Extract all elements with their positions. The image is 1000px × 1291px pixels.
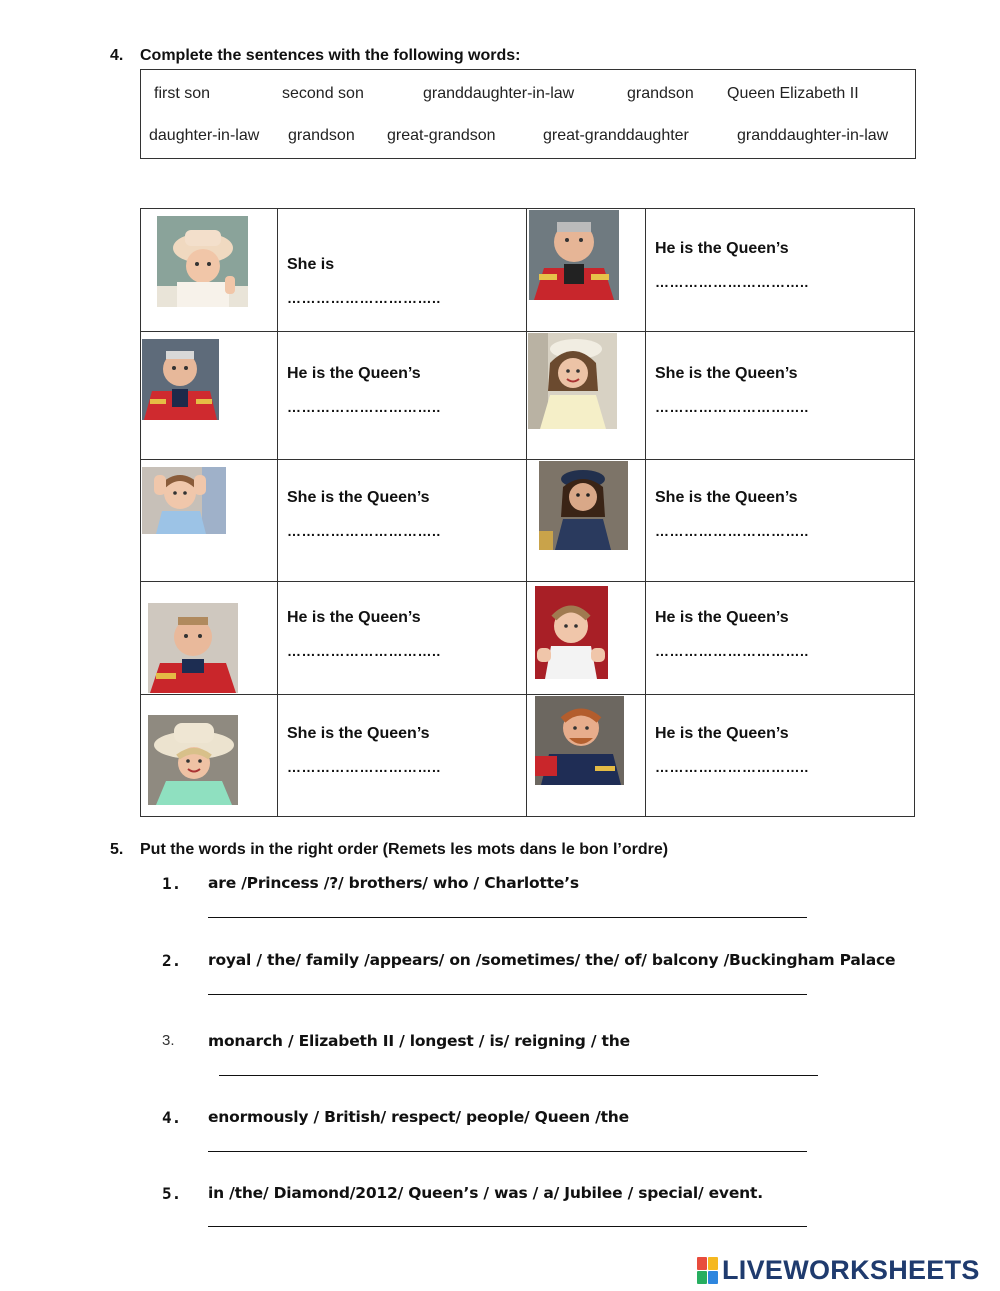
camilla-photo <box>148 715 238 805</box>
photo-cell <box>141 695 278 817</box>
photo-cell <box>141 332 278 460</box>
liveworksheets-logo <box>697 1255 980 1286</box>
order-item-number: 1. <box>162 874 182 893</box>
photo-cell <box>527 460 646 582</box>
answer-blank[interactable]: ………………………….. <box>287 290 441 306</box>
photo-cell <box>141 209 278 332</box>
order-item-words: are /Princess /?/ brothers/ who / Charlotte’s <box>208 874 579 892</box>
answer-blank[interactable]: ………………………….. <box>655 523 809 539</box>
table-row <box>141 209 915 332</box>
sentence-text: He is the Queen’s <box>655 609 789 626</box>
section-4-number: 4. <box>110 47 124 64</box>
answer-blank[interactable]: ………………………….. <box>287 643 441 659</box>
meghan-markle-photo <box>539 461 628 550</box>
answer-line[interactable] <box>208 917 807 918</box>
order-item-number: 5. <box>162 1184 182 1203</box>
sentence-cell <box>646 695 915 817</box>
princess-charlotte-photo <box>142 467 226 534</box>
section-5-number: 5. <box>110 841 124 858</box>
word-bank-item: second son <box>282 85 364 102</box>
prince-william-photo <box>148 603 238 693</box>
answer-line[interactable] <box>208 1151 807 1152</box>
logo-block-yellow <box>708 1257 718 1270</box>
order-item-words: royal / the/ family /appears/ on /sometimes/ the/ of/ balcony /Buckingham Palace <box>208 951 896 969</box>
photo-cell <box>527 332 646 460</box>
answer-blank[interactable]: ………………………….. <box>655 643 809 659</box>
sentence-cell <box>278 695 527 817</box>
sentence-cell <box>278 582 527 695</box>
word-bank-item: Queen Elizabeth II <box>727 85 859 102</box>
queen-elizabeth-photo <box>157 216 248 307</box>
family-table <box>140 208 915 817</box>
sentence-text: She is <box>287 256 335 273</box>
prince-harry-photo <box>535 696 624 785</box>
word-bank-item: grandson <box>288 127 355 144</box>
sentence-text: She is the Queen’s <box>287 725 430 742</box>
word-bank-item: granddaughter-in-law <box>737 127 889 144</box>
word-bank-box <box>140 69 916 159</box>
word-bank-item: great-grandson <box>387 127 496 144</box>
sentence-cell <box>646 460 915 582</box>
order-item-words: monarch / Elizabeth II / longest / is/ reigning / the <box>208 1032 630 1050</box>
sentence-text: She is the Queen’s <box>655 365 798 382</box>
order-item-number: 3. <box>162 1032 175 1049</box>
sentence-cell <box>646 209 915 332</box>
section-5-title: Put the words in the right order (Remets les mots dans le bon l’ordre) <box>140 841 669 858</box>
section-4-heading <box>110 47 520 65</box>
photo-cell <box>141 460 278 582</box>
answer-blank[interactable]: ………………………….. <box>287 759 441 775</box>
logo-text: LIVEWORKSHEETS <box>722 1255 980 1285</box>
word-bank-item: first son <box>154 85 211 102</box>
prince-george-photo <box>535 586 608 679</box>
prince-andrew-photo <box>529 210 619 300</box>
prince-charles-photo <box>142 339 219 420</box>
answer-line[interactable] <box>219 1075 818 1076</box>
table-row <box>141 582 915 695</box>
sentence-cell <box>278 460 527 582</box>
kate-middleton-photo <box>528 333 617 429</box>
answer-blank[interactable]: ………………………….. <box>287 523 441 539</box>
section-4-title: Complete the sentences with the following words: <box>140 47 521 64</box>
sentence-cell <box>278 209 527 332</box>
sentence-cell <box>646 332 915 460</box>
sentence-text: He is the Queen’s <box>287 365 421 382</box>
answer-blank[interactable]: ………………………….. <box>655 274 809 290</box>
word-bank-item: great-granddaughter <box>543 127 689 144</box>
table-row <box>141 460 915 582</box>
order-item-words: enormously / British/ respect/ people/ Queen /the <box>208 1108 629 1126</box>
answer-blank[interactable]: ………………………….. <box>655 759 809 775</box>
sentence-text: He is the Queen’s <box>287 609 421 626</box>
answer-line[interactable] <box>208 1226 807 1227</box>
logo-icon <box>697 1257 718 1284</box>
order-item-number: 2. <box>162 951 182 970</box>
word-bank-item: grandson <box>627 85 694 102</box>
word-bank-item: granddaughter-in-law <box>423 85 575 102</box>
section-5-heading <box>110 841 668 859</box>
photo-cell <box>141 582 278 695</box>
answer-line[interactable] <box>208 994 807 995</box>
photo-cell <box>527 695 646 817</box>
sentence-cell <box>646 582 915 695</box>
logo-block-red <box>697 1257 707 1270</box>
photo-cell <box>527 582 646 695</box>
answer-blank[interactable]: ………………………….. <box>287 399 441 415</box>
sentence-text: He is the Queen’s <box>655 240 789 257</box>
sentence-text: She is the Queen’s <box>655 489 798 506</box>
table-row <box>141 332 915 460</box>
sentence-text: She is the Queen’s <box>287 489 430 506</box>
sentence-text: He is the Queen’s <box>655 725 789 742</box>
logo-block-green <box>697 1271 707 1284</box>
order-item-words: in /the/ Diamond/2012/ Queen’s / was / a/ Jubilee / special/ event. <box>208 1184 763 1202</box>
word-bank-item: daughter-in-law <box>149 127 260 144</box>
order-item-number: 4. <box>162 1108 182 1127</box>
logo-block-blue <box>708 1271 718 1284</box>
sentence-cell <box>278 332 527 460</box>
photo-cell <box>527 209 646 332</box>
table-row <box>141 695 915 817</box>
answer-blank[interactable]: ………………………….. <box>655 399 809 415</box>
